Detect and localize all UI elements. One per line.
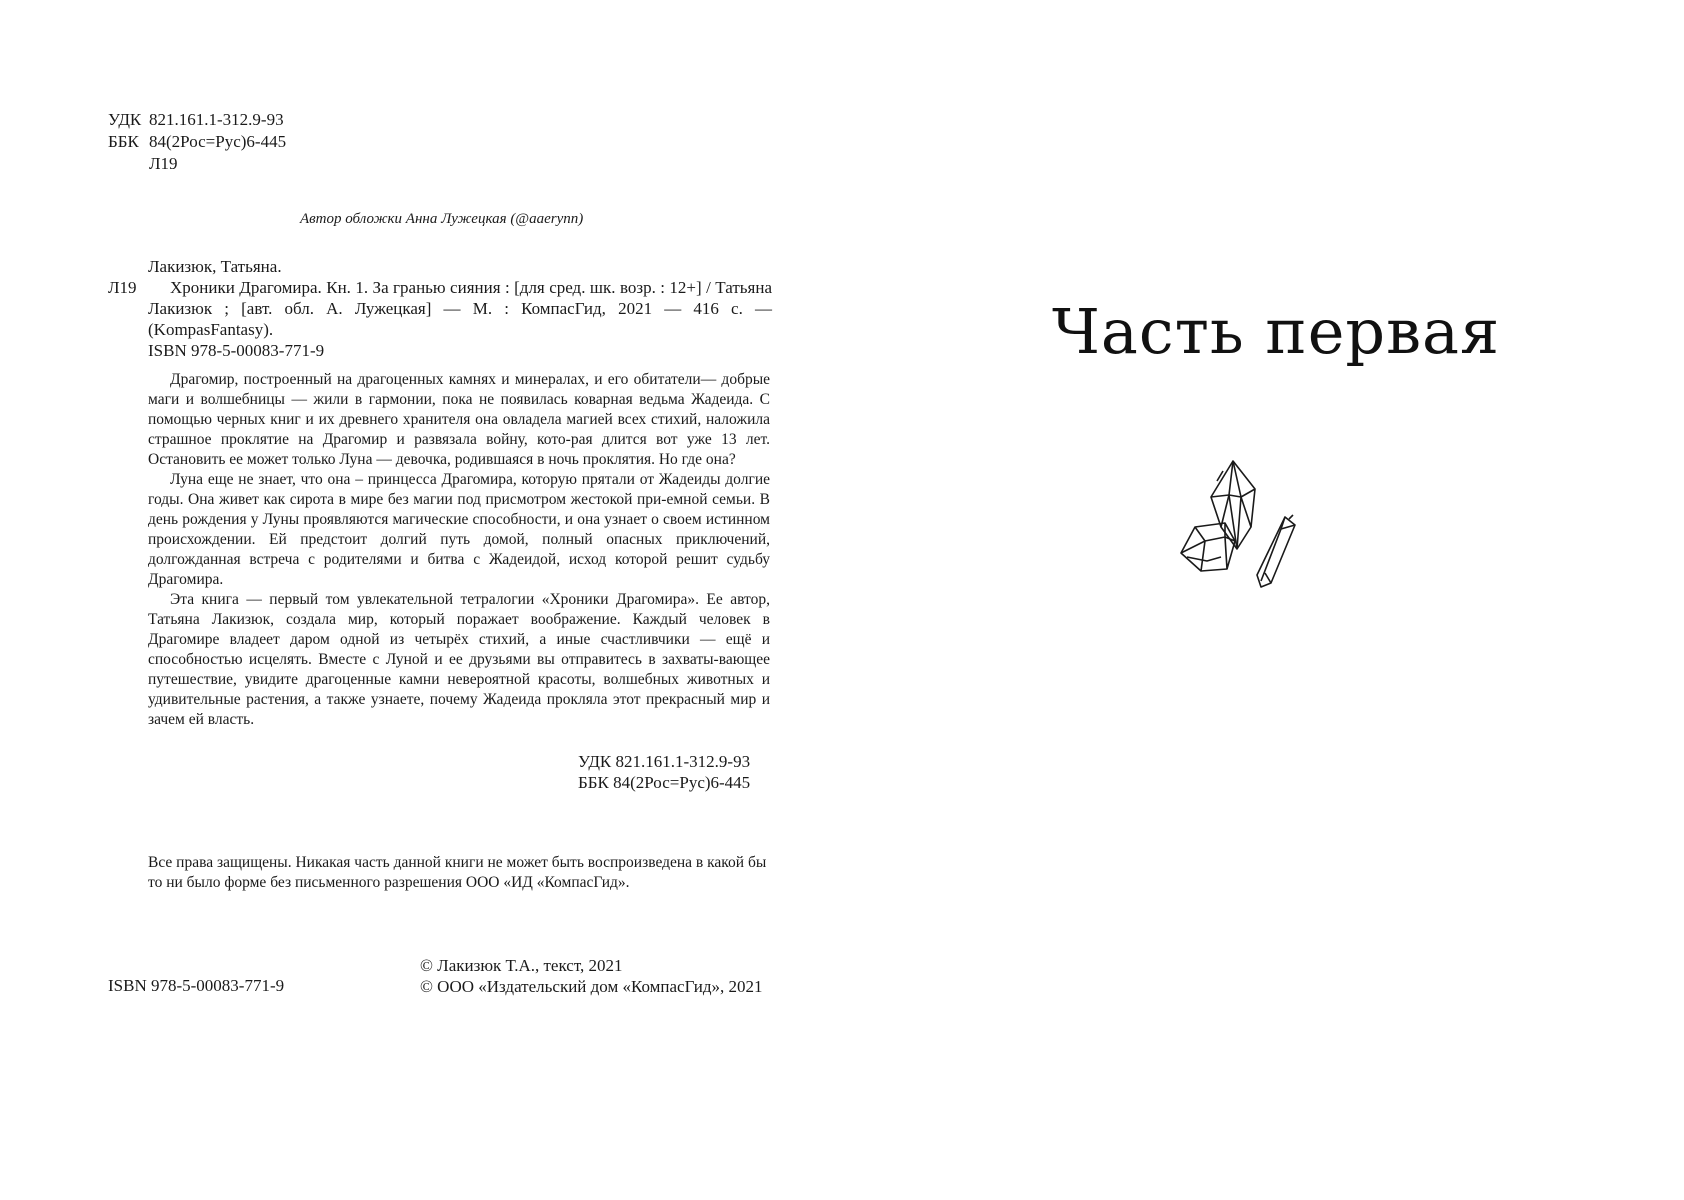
bbk-label: ББК <box>108 132 139 151</box>
biblio-code: Л19 <box>108 278 137 297</box>
annotation <box>148 370 770 730</box>
isbn-bottom: ISBN 978-5-00083-771-9 <box>108 976 285 995</box>
copyright-publisher: © ООО «Издательский дом «КомпасГид», 2021 <box>420 977 763 996</box>
copyright-text: © Лакизюк Т.А., текст, 2021 <box>420 956 623 975</box>
part-title: Часть первая <box>1052 295 1501 368</box>
crystals-icon <box>1177 457 1307 592</box>
classification-footer <box>578 751 750 793</box>
classification-block <box>108 109 286 175</box>
biblio-description: Хроники Драгомира. Кн. 1. За гранью сияния : [для сред. шк. возр. : 12+] / Татьяна Лакизюк ; [авт. обл. А. Лужецкая] — М. : КомпасГид, 2021 — 416 с. — (KompasFantasy). <box>148 278 772 339</box>
author-mark: Л19 <box>149 154 178 173</box>
annotation-paragraph: Эта книга — первый том увлекательной тетралогии «Хроники Драгомира». Ее автор, Татьяна Лакизюк, создала мир, который поражает воображение. Каждый человек в Драгомире владеет даром одной из четырёх стихий, а иные счастливчики — ещё и способностью исцелять. Вместе с Луной и ее друзьями вы отправитесь в захваты-вающее путешествие, увидите драгоценные камни невероятной красоты, волшебных животных и удивительные растения, а также узнаете, почему Жадеида прокляла этот прекрасный мир и зачем ей власть. <box>148 591 770 728</box>
biblio-isbn: ISBN 978-5-00083-771-9 <box>148 341 325 360</box>
bbk-footer: ББК 84(2Рос=Рус)6-445 <box>578 773 751 792</box>
udk-row <box>108 109 286 131</box>
bbk-value: 84(2Рос=Рус)6-445 <box>149 132 287 151</box>
cover-credit: Автор обложки Анна Лужецкая (@aaerynn) <box>300 211 584 227</box>
rights-notice: Все права защищены. Никакая часть данной книги не может быть воспроизведена в какой бы то ни было форме без письменного разрешения ООО «ИД «КомпасГид». <box>148 854 767 891</box>
bibliographic-record <box>108 256 772 361</box>
copyright-block <box>420 955 763 997</box>
annotation-paragraph: Луна еще не знает, что она – принцесса Драгомира, которую прятали от Жадеиды долгие годы. Она живет как сирота в мире без магии под присмотром жестокой при-емной семьи. В день рождения у Луны проявляются магические способности, и она узнает о своем истинном происхождении. Ей предстоит долгий путь домой, полный опасных приключений, долгожданная встреча с родителями и битва с Жадеидой, исход которой решит судьбу Драгомира. <box>148 471 770 588</box>
annotation-paragraph: Драгомир, построенный на драгоценных камнях и минералах, и его обитатели— добрые маги и волшебницы — жили в гармонии, пока не появилась коварная ведьма Жадеида. С помощью черных книг и их древнего хранителя она овладела магией всех стихий, наложила страшное проклятие на Драгомир и развязала войну, кото-рая длится вот уже 13 лет. Остановить ее может только Луна — девочка, родившаяся в ночь проклятия. Но где она? <box>148 371 770 468</box>
part-title-page <box>842 0 1684 1200</box>
bbk-row <box>108 131 286 153</box>
biblio-author: Лакизюк, Татьяна. <box>148 257 282 276</box>
udk-value: 821.161.1-312.9-93 <box>149 110 284 129</box>
udk-label: УДК <box>108 110 142 129</box>
author-mark-row <box>108 153 286 175</box>
udk-footer: УДК 821.161.1-312.9-93 <box>578 752 751 771</box>
